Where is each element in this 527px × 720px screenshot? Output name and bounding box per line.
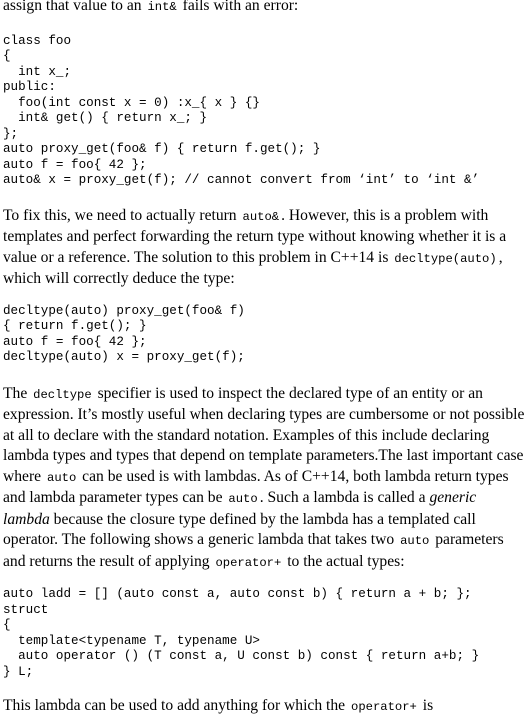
code-line: }; [3, 126, 19, 141]
code-line: int& get() { return x_; } [3, 111, 208, 125]
closing-text-1: This lambda can be used to add anything for which the [3, 697, 350, 714]
fix-text-1: To fix this, we need to actually return [3, 206, 241, 224]
code-line: auto ladd = [] (auto const a, auto const b) { return a + b; }; [3, 587, 472, 601]
decltype-inline-code-operator-plus: operator+ [215, 555, 282, 570]
decltype-inline-code-decltype: decltype [33, 387, 92, 402]
code-line: { [3, 49, 11, 63]
fix-text-3: , which will correctly deduce the type: [3, 248, 503, 287]
document-page [3, 0, 525, 718]
generic-lambda-term: generic lambda [3, 489, 477, 528]
decltype-paragraph [3, 384, 525, 574]
decltype-text-7: to the actual types: [283, 552, 405, 570]
code-block-decltype-auto [3, 304, 525, 366]
fix-inline-code-decltype-auto: decltype(auto) [394, 251, 497, 266]
code-line: auto& x = proxy_get(f); // cannot convert from ‘int’ to ‘int &’ [3, 173, 480, 187]
code-line: { [3, 618, 11, 632]
code-line: decltype(auto) x = proxy_get(f); [3, 350, 245, 364]
intro-inline-code-int-ref: int& [147, 0, 177, 14]
code-line: int x_; [3, 64, 72, 79]
code-block-foo-class [3, 34, 525, 189]
decltype-text-6: parameters and returns the result of applying [3, 531, 504, 570]
code-line: auto operator () (T const a, U const b) const { return a+b; } [3, 649, 480, 663]
decltype-text-5: because the closure type defined by the lambda has a templated call operator. The following shows a generic lambda that takes two [3, 510, 476, 548]
decltype-text-4: . Such a lambda is called a [259, 489, 430, 506]
code-line: auto f = foo{ 42 }; [3, 334, 147, 349]
code-block-generic-lambda [3, 587, 525, 680]
code-line: class foo [3, 33, 72, 48]
code-line: template<typename T, typename U> [3, 633, 260, 648]
code-line: auto f = foo{ 42 }; [3, 157, 147, 172]
code-line: decltype(auto) proxy_get(foo& f) [3, 303, 245, 318]
closing-text-2: is [418, 697, 434, 714]
code-line: { return f.get(); } [3, 319, 147, 333]
intro-text-1: assign that value to an [3, 0, 146, 14]
code-line: struct [3, 602, 49, 617]
fix-text-2: . However, this is a problem with templates and perfect forwarding the return type without knowing whether it is a value or a reference. The solution to this problem in C++14 is [3, 206, 507, 266]
code-line: foo(int const x = 0) :x_{ x } {} [3, 95, 260, 110]
decltype-inline-code-auto-3: auto [400, 534, 430, 548]
decltype-inline-code-auto-1: auto [47, 470, 77, 485]
closing-inline-code-operator-plus: operator+ [351, 700, 417, 714]
code-line: public: [3, 80, 56, 94]
decltype-inline-code-auto-2: auto [228, 492, 258, 506]
intro-text-2: fails with an error: [178, 0, 299, 14]
closing-paragraph [3, 696, 525, 718]
fix-inline-code-auto-ref: auto& [242, 209, 280, 224]
code-line: } L; [3, 664, 34, 679]
decltype-text-3: can be used is with lambdas. As of C++14, both lambda return types and lambda parameter types can be [3, 467, 509, 506]
code-line: auto proxy_get(foo& f) { return f.get(); } [3, 142, 321, 156]
decltype-text-1: The [3, 384, 32, 402]
decltype-text-2: specifier is used to inspect the declared type of an entity or an expression. It’s mostly useful when declaring types are cumbersome or not possible at all to declare with the standard notation. Examples of this include declaring lambda types and types that depend on template parameters.The last important case where [3, 384, 525, 485]
fix-paragraph [3, 206, 525, 290]
intro-paragraph [3, 0, 525, 18]
